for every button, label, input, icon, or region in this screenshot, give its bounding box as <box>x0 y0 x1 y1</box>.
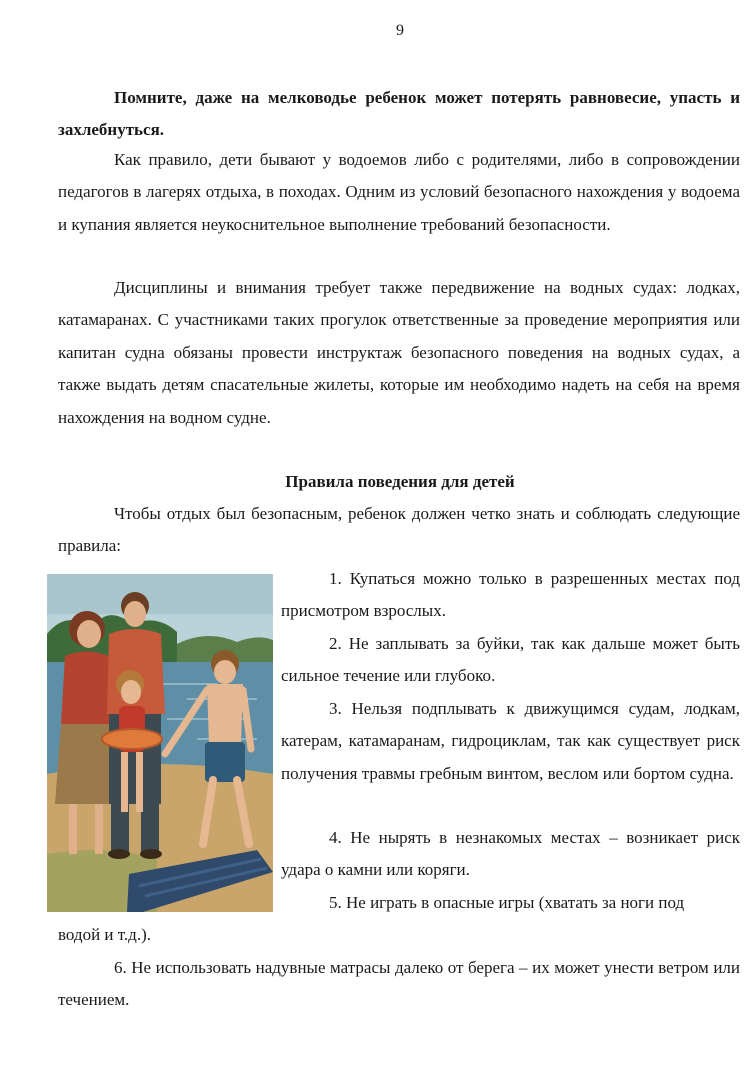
rule-6: 6. Не использовать надувные матрасы далеко от берега – их может унести ветром или течением. <box>58 958 740 1010</box>
paragraph-intro: Чтобы отдых был безопасным, ребенок должен четко знать и соблюдать следующие правила: <box>58 504 740 556</box>
paragraph-boats: Дисциплины и внимания требует также передвижение на водных судах: лодках, катамаранах. С участниками таких прогулок ответственные за проведение мероприятия или капитан судна обязаны провести инструктаж безопасного поведения на водных судах, а также выдать детям спасательные жилеты, которые им необходимо надеть на себя на время нахождения на водном судне. <box>58 278 740 427</box>
rule-2: 2. Не заплывать за буйки, так как дальше может быть сильное течение или глубоко. <box>281 634 740 686</box>
warning-text: Помните, даже на мелководье ребенок может потерять равновесие, упасть и захлебнуться. <box>58 88 740 140</box>
paragraph-parents: Как правило, дети бывают у водоемов либо с родителями, либо в сопровождении педагогов в лагерях отдыха, в походах. Одним из условий безопасного нахождения у водоема и купания является неукоснительное выполнение требований безопасности. <box>58 150 740 234</box>
rule-1: 1. Купаться можно только в разрешенных местах под присмотром взрослых. <box>281 569 740 621</box>
rule-3: 3. Нельзя подплывать к движущимся судам, лодкам, катерам, катамаранам, гидроциклам, так как существует риск получения травмы гребным винтом, веслом или бортом судна. <box>281 699 740 783</box>
family-beach-image <box>47 574 273 912</box>
section-heading: Правила поведения для детей <box>285 472 515 491</box>
page-number: 9 <box>396 22 404 39</box>
family-beach-illustration <box>47 574 273 912</box>
rule-5: 5. Не играть в опасные игры (хватать за ноги под <box>329 893 685 912</box>
rule-5-continued: водой и т.д.). <box>58 925 151 944</box>
rule-4: 4. Не нырять в незнакомых местах – возникает риск удара о камни или коряги. <box>281 828 740 880</box>
